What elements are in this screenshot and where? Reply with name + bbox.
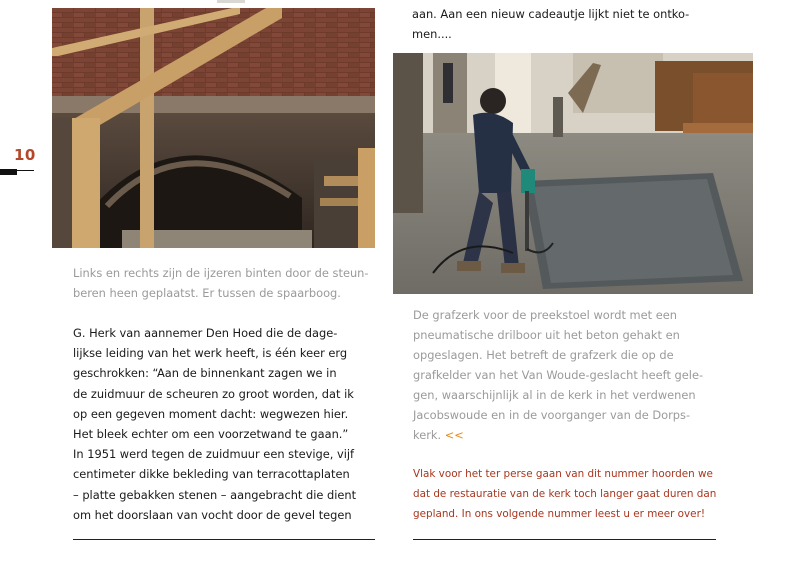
photo-left-caption — [73, 263, 369, 303]
photo-wall-excavation — [52, 8, 375, 248]
body-line: de zuidmuur de scheuren zo groot worden, dat ik — [73, 386, 354, 401]
photo-right-caption — [413, 305, 703, 445]
end-of-article-marker: << — [444, 428, 464, 442]
body-line: Het bleek echter om een voorzetwand te gaan.” — [73, 427, 349, 442]
photo-grave-slab-drilling — [393, 53, 753, 294]
caption-line: Jacobswoude en in de voorganger van de Dorps- — [413, 408, 691, 422]
right-column-bottom-rule — [413, 539, 716, 540]
caption-line: pneumatische drilboor uit het beton gehakt en — [413, 328, 680, 342]
caption-line: De grafzerk voor de preekstoel wordt met een — [413, 308, 677, 322]
body-line: lijkse leiding van het werk heeft, is één keer erg — [73, 346, 348, 361]
caption-line: grafkelder van het Van Woude-geslacht heeft gele- — [413, 368, 704, 382]
page-number-tab — [0, 169, 17, 175]
press-notice — [413, 464, 716, 524]
notice-line: gepland. In ons volgende nummer leest u er meer over! — [413, 508, 706, 520]
body-line: centimeter dikke bekleding van terracottaplaten — [73, 467, 350, 482]
caption-line: beren heen geplaatst. Er tussen de spaarboog. — [73, 286, 341, 300]
top-edge-fragment — [217, 0, 245, 3]
body-line: op een gegeven moment dacht: wegwezen hier. — [73, 406, 349, 421]
page-number: 10 — [14, 146, 36, 164]
body-line: In 1951 werd tegen de zuidmuur een stevige, vijf — [73, 447, 355, 462]
body-line: aan. Aan een nieuw cadeautje lijkt niet te ontko- — [412, 7, 690, 21]
body-line: om het doorslaan van vocht door de gevel tegen — [73, 507, 352, 522]
body-line: – platte gebakken stenen – aangebracht die dient — [73, 487, 357, 502]
caption-line: opgeslagen. Het betreft de grafzerk die op de — [413, 348, 674, 362]
caption-line: gen, waarschijnlijk al in de kerk in het verdwenen — [413, 388, 696, 402]
caption-line: Links en rechts zijn de ijzeren binten door de steun- — [73, 266, 369, 280]
notice-line: dat de restauratie van de kerk toch langer gaat duren dan — [413, 488, 717, 500]
left-body-text — [73, 323, 356, 525]
photo-grave-slab-drilling-image — [393, 53, 753, 294]
caption-line-text: kerk. — [413, 428, 442, 442]
page-number-rule — [17, 170, 34, 171]
photo-wall-excavation-image — [52, 8, 375, 248]
right-top-text — [412, 4, 689, 44]
body-line: men.... — [412, 27, 452, 42]
caption-line-last — [413, 425, 703, 445]
left-column-bottom-rule — [73, 539, 375, 540]
body-line: G. Herk van aannemer Den Hoed die de dage- — [73, 326, 338, 340]
body-line: geschrokken: “Aan de binnenkant zagen we in — [73, 366, 337, 381]
notice-line: Vlak voor het ter perse gaan van dit nummer hoorden we — [413, 468, 713, 480]
